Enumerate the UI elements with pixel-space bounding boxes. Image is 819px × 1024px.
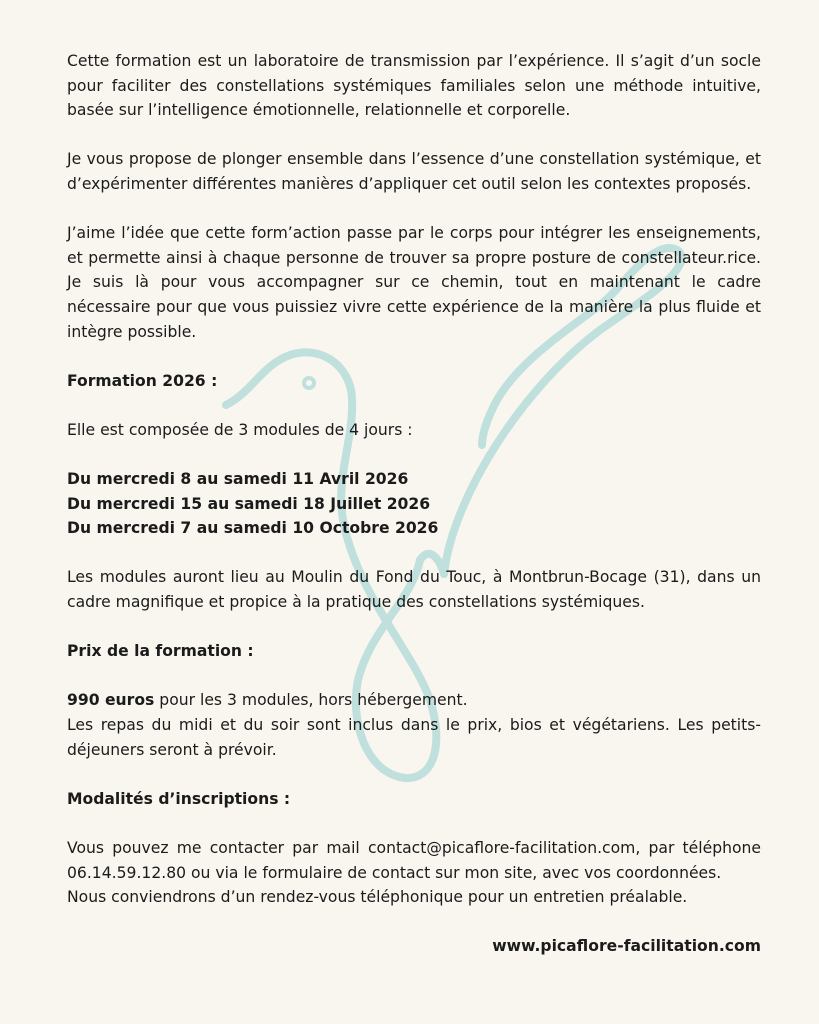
date-item: Du mercredi 15 au samedi 18 Juillet 2026 [67,494,431,513]
dates-list [67,467,761,541]
registration-heading: Modalités d’inscriptions : [67,789,291,808]
price-amount: 990 euros [67,691,155,710]
date-item: Du mercredi 7 au samedi 10 Octobre 2026 [67,519,439,538]
modules-intro: Elle est composée de 3 modules de 4 jours : [67,420,413,439]
intro-paragraph-1: Cette formation est un laboratoire de transmission par l’expérience. Il s’agit d’un socle pour faciliter des constellations systémiques familiales selon une méthode intuitive, basée sur l’intelligence émotionnelle, relationnelle et corporelle. [67,52,761,120]
date-item: Du mercredi 8 au samedi 11 Avril 2026 [67,470,409,489]
intro-paragraph-2: Je vous propose de plonger ensemble dans l’essence d’une constellation systémique, et d’expérimenter différentes manières d’appliquer cet outil selon les contextes proposés. [67,150,761,193]
price-detail: pour les 3 modules, hors hébergement. [154,691,468,710]
appointment-paragraph: Nous conviendrons d’un rendez-vous téléphonique pour un entretien préalable. [67,888,688,907]
formation-heading: Formation 2026 : [67,371,218,390]
price-heading: Prix de la formation : [67,642,254,661]
meals-paragraph: Les repas du midi et du soir sont inclus dans le prix, bios et végétariens. Les petits-déjeuners seront à prévoir. [67,716,761,759]
website-link[interactable]: www.picaflore-facilitation.com [492,937,761,956]
intro-paragraph-3: J’aime l’idée que cette form’action passe par le corps pour intégrer les enseignements, et permette ainsi à chaque personne de trouver sa propre posture de constellateur.rice. Je suis là pour vous accompagner sur ce chemin, tout en maintenant le cadre nécessaire pour que vous puissiez vivre cette expérience de la manière la plus fluide et intègre possible. [67,224,761,341]
document-body [67,49,761,959]
contact-paragraph: Vous pouvez me contacter par mail contact@picaflore-facilitation.com, par téléphone 06.14.59.12.80 ou via le formulaire de contact sur mon site, avec vos coordonnées. [67,839,761,882]
location-paragraph: Les modules auront lieu au Moulin du Fond du Touc, à Montbrun-Bocage (31), dans un cadre magnifique et propice à la pratique des constellations systémiques. [67,568,761,612]
price-line [67,688,761,713]
